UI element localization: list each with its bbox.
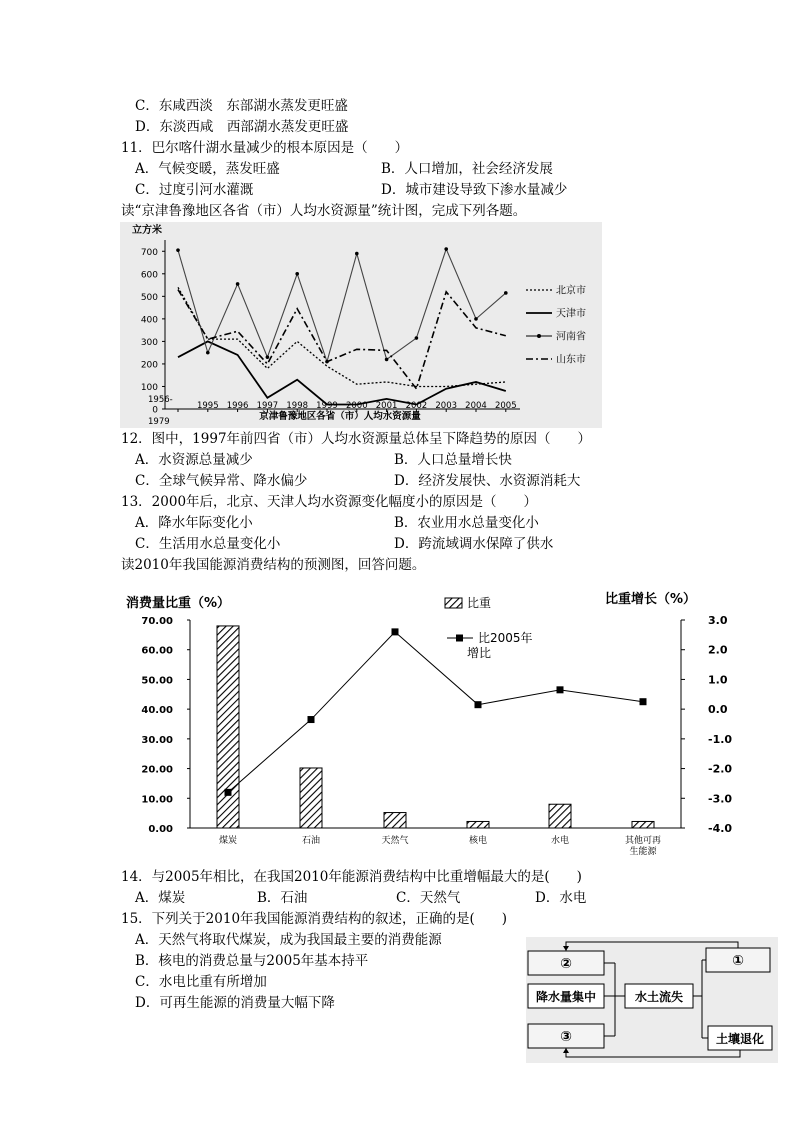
chart1-legend-marker <box>537 334 541 338</box>
chart2-growth-point <box>225 789 232 796</box>
chart1-legend-label: 山东市 <box>556 354 586 366</box>
chart1-point <box>176 248 180 252</box>
chart1-xtick-label: 2000 <box>345 401 368 411</box>
q14-option-d: D．水电 <box>535 890 587 906</box>
q15-option-b: B．核电的消费总量与2005年基本持平 <box>135 953 369 969</box>
box-3-label: ③ <box>560 1029 572 1045</box>
chart1-ytick-label: 100 <box>140 382 158 393</box>
q14-option-b: B．石油 <box>257 890 308 906</box>
chart2-bar <box>300 768 322 828</box>
q12-option-b: B．人口总量增长快 <box>394 452 512 468</box>
q14-option-a: A．煤炭 <box>135 890 186 906</box>
legend-bar-label: 比重 <box>467 596 492 610</box>
chart2-growth-point <box>392 628 399 635</box>
chart1-ytick-label: 500 <box>140 292 158 303</box>
q11-option-b: B．人口增加，社会经济发展 <box>381 161 553 177</box>
q13-option-a: A．降水年际变化小 <box>135 515 253 531</box>
chart1-ytick-label: 600 <box>140 270 158 281</box>
q12-option-d: D．经济发展快、水资源消耗大 <box>394 473 581 489</box>
chart2-growth-point <box>308 716 315 723</box>
chart2-y2label: 比重增长（%） <box>605 592 697 607</box>
q13-option-c: C．生活用水总量变化小 <box>135 536 281 552</box>
chart2-ytick-label: 0.00 <box>148 824 173 835</box>
chart2-ytick-label: 60.00 <box>141 645 173 657</box>
chart1-point <box>474 317 478 321</box>
chart1-point <box>266 355 270 359</box>
chart2-growth-line <box>228 632 643 792</box>
chart2-ytick-label: 30.00 <box>141 734 173 746</box>
q15-stem: 15．下列关于2010年我国能源消费结构的叙述，正确的是( ) <box>121 911 508 927</box>
chart2-ytick-label: 20.00 <box>141 764 173 776</box>
chart1-ytick-label: 0 <box>152 405 158 416</box>
chart1-xtick-label: 1956-1979 <box>148 395 173 427</box>
chart1-point <box>385 358 389 362</box>
water-resource-line-chart <box>120 222 602 428</box>
chart2-intro: 读2010年我国能源消费结构的预测图，回答问题。 <box>121 557 426 573</box>
chart2-growth-point <box>640 698 647 705</box>
q14-option-c: C．天然气 <box>396 890 461 906</box>
chart2-category-label: 石油 <box>301 836 321 846</box>
chart2-category-label: 水电 <box>550 836 570 846</box>
q13-stem: 13．2000年后，北京、天津人均水资源变化幅度小的原因是（ ） <box>121 494 538 510</box>
box-soil-degrade-label: 土壤退化 <box>715 1032 765 1046</box>
chart1-xtick-label: 2001 <box>375 401 398 411</box>
box-1-label: ① <box>732 953 744 969</box>
chart1-caption: 京津鲁豫地区各省（市）人均水资源量 <box>259 411 421 422</box>
energy-consumption-chart <box>118 585 734 860</box>
q12-option-a: A．水资源总量减少 <box>135 452 253 468</box>
chart1-intro: 读“京津鲁豫地区各省（市）人均水资源量”统计图，完成下列各题。 <box>121 203 527 219</box>
chart2-category-label: 核电 <box>468 836 488 846</box>
chart1-point <box>295 272 299 276</box>
chart2-ytick-label: 70.00 <box>141 616 173 627</box>
chart1-legend-label: 北京市 <box>556 285 586 297</box>
soil-erosion-flow-diagram <box>526 937 778 1063</box>
box-2-label: ② <box>560 956 572 972</box>
box-soil-erosion-label: 水土流失 <box>634 990 684 1004</box>
q11-stem: 11．巴尔喀什湖水量减少的根本原因是（ ） <box>121 140 409 156</box>
chart2-ylabel: 消费量比重（%） <box>126 596 231 611</box>
q11-option-a: A．气候变暖，蒸发旺盛 <box>135 161 280 177</box>
chart2-y2tick-label: -4.0 <box>708 822 733 835</box>
chart2-ytick-label: 50.00 <box>141 675 173 687</box>
chart1-xtick-label: 1996 <box>226 401 249 411</box>
chart1-legend-label: 天津市 <box>556 308 586 320</box>
chart2-y2tick-label: 0.0 <box>708 703 728 717</box>
q15-option-c: C．水电比重有所增加 <box>135 974 267 990</box>
chart1-ylabel: 立方米 <box>132 225 162 236</box>
chart2-y2tick-label: -2.0 <box>708 762 733 776</box>
chart2-bar <box>217 626 239 828</box>
legend-line-label-1: 比2005年 <box>478 631 533 645</box>
chart2-ytick-label: 10.00 <box>141 794 173 806</box>
chart1-ytick-label: 300 <box>140 337 158 348</box>
chart1-xtick-label: 1995 <box>196 401 219 411</box>
chart1-xtick-label: 1999 <box>316 401 338 411</box>
chart1-point <box>504 291 508 295</box>
q15-option-a: A．天然气将取代煤炭，成为我国最主要的消费能源 <box>135 932 442 948</box>
chart1-legend-label: 河南省 <box>556 331 586 343</box>
legend-line-label-2: 增比 <box>467 646 492 660</box>
chart1-xtick-label: 2004 <box>465 401 487 411</box>
q12-option-c: C．全球气候异常、降水偏少 <box>135 473 308 489</box>
chart2-category-label: 天然气 <box>381 836 409 846</box>
chart2-y2tick-label: -1.0 <box>708 732 733 746</box>
chart1-xtick-label: 2002 <box>405 401 428 411</box>
chart2-category-label: 其他可再 <box>624 836 662 846</box>
chart2-y2tick-label: 1.0 <box>708 673 728 687</box>
q14-stem: 14．与2005年相比，在我国2010年能源消费结构中比重增幅最大的是( ) <box>121 869 582 885</box>
chart2-growth-point <box>475 701 482 708</box>
chart1-xtick-label: 2003 <box>435 401 458 411</box>
q10-option-c: C．东咸西淡 东部湖水蒸发更旺盛 <box>135 98 348 114</box>
q11-option-c: C．过度引河水灌溉 <box>135 182 254 198</box>
chart2-bar <box>632 821 654 828</box>
chart2-category-label-2: 生能源 <box>629 847 657 857</box>
chart1-ytick-label: 700 <box>140 247 158 258</box>
chart2-y2tick-label: 3.0 <box>708 614 728 627</box>
chart1-point <box>236 282 240 286</box>
q13-option-b: B．农业用水总量变化小 <box>394 515 539 531</box>
q10-option-d: D．东淡西咸 西部湖水蒸发更旺盛 <box>135 119 349 135</box>
chart1-xtick-label: 2005 <box>494 401 517 411</box>
box-rain-label: 降水量集中 <box>535 990 597 1004</box>
chart2-y2tick-label: 2.0 <box>708 643 728 657</box>
chart1-point <box>206 351 210 355</box>
chart1-ytick-label: 200 <box>140 360 158 371</box>
chart2-ytick-label: 40.00 <box>141 705 173 717</box>
chart2-bar <box>467 821 489 828</box>
legend-bar-swatch <box>445 598 462 608</box>
q13-option-d: D．跨流域调水保障了供水 <box>394 536 554 552</box>
chart1-point <box>444 247 448 251</box>
chart1-xtick-label: 1997 <box>256 401 279 411</box>
q12-stem: 12．图中，1997年前四省（市）人均水资源量总体呈下降趋势的原因（ ） <box>121 431 592 447</box>
q11-option-d: D．城市建设导致下渗水量减少 <box>381 182 568 198</box>
chart2-category-label: 煤炭 <box>218 836 238 846</box>
chart1-point <box>415 336 419 340</box>
chart1-xtick-label: 1998 <box>286 401 309 411</box>
chart2-bar <box>549 804 571 828</box>
q15-option-d: D．可再生能源的消费量大幅下降 <box>135 995 335 1011</box>
chart2-y2tick-label: -3.0 <box>708 792 733 806</box>
chart2-bar <box>384 813 406 828</box>
chart1-ytick-label: 400 <box>140 315 158 326</box>
chart2-growth-point <box>557 686 564 693</box>
chart1-point <box>355 252 359 256</box>
